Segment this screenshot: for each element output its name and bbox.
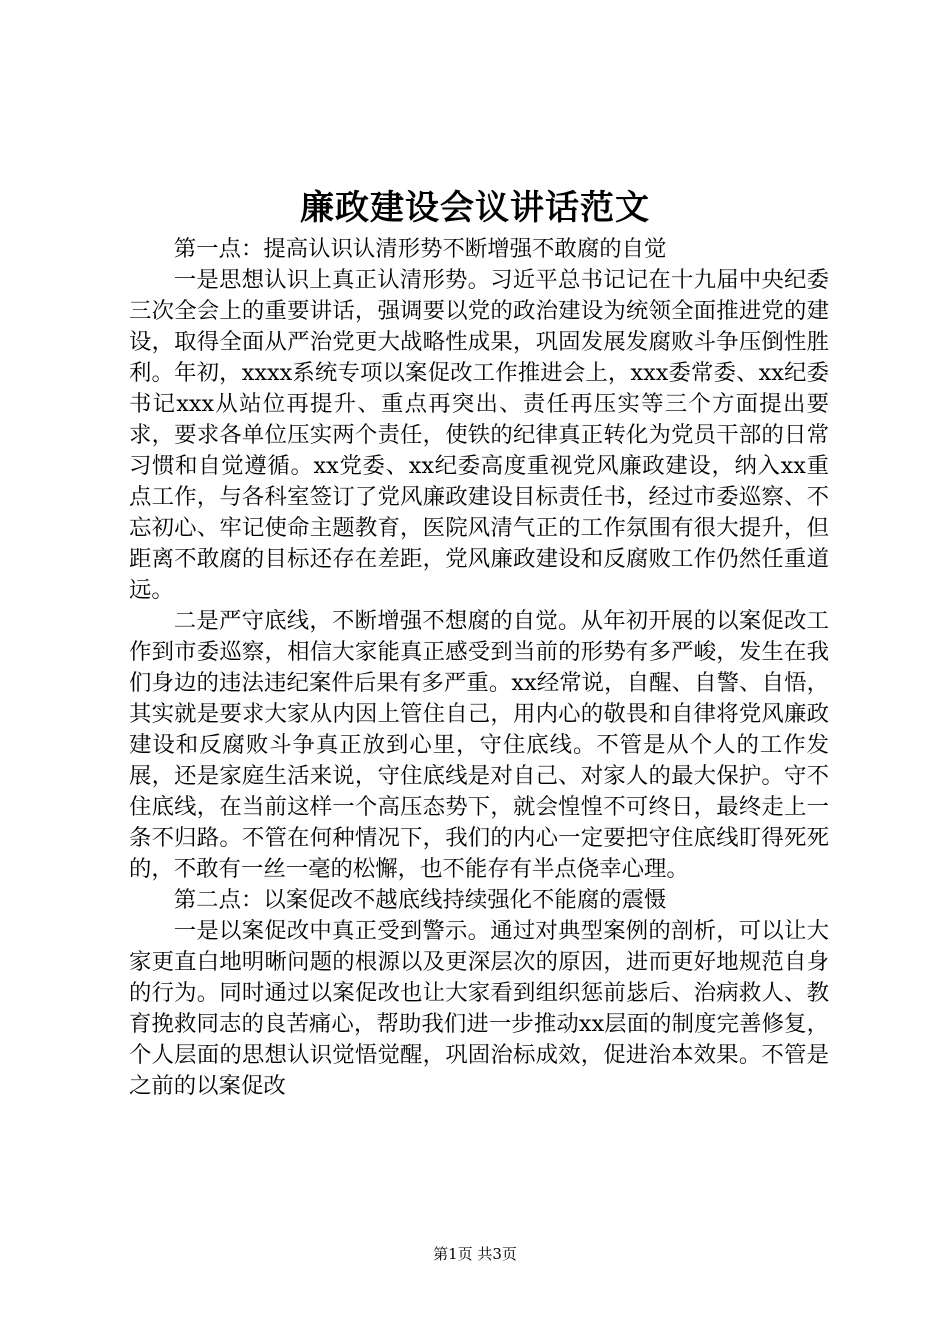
page-footer: 第1页 共3页 xyxy=(433,1245,517,1263)
paragraph: 二是严守底线，不断增强不想腐的自觉。从年初开展的以案促改工作到市委巡察，相信大家能真正感受到当前的形势有多严峻，发生在我们身边的违法违纪案件后果有多严重。xx经常说，自醒、自警、自悟，其实就是要求大家从内因上管住自己，用内心的敬畏和自律将党风廉政建设和反腐败斗争真正放到心里，守住底线。不管是从个人的工作发展，还是家庭生活来说，守住底线是对自己、对家人的最大保护。守不住底线，在当前这样一个高压态势下，就会惶惶不可终日，最终走上一条不归路。不管在何种情况下，我们的内心一定要把守住底线盯得死死的，不敢有一丝一毫的松懈，也不能存有半点侥幸心理。 xyxy=(129,608,829,882)
document-body xyxy=(129,234,829,1102)
paragraph: 一是思想认识上真正认清形势。习近平总书记记在十九届中央纪委三次全会上的重要讲话，强调要以党的政治建设为统领全面推进党的建设，取得全面从严治党更大战略性成果，巩固发展发腐败斗争压倒性胜利。年初，xxxx系统专项以案促改工作推进会上，xxx委常委、xx纪委书记xxx从站位再提升、重点再突出、责任再压实等三个方面提出要求，要求各单位压实两个责任，使铁的纪律真正转化为党员干部的日常习惯和自觉遵循。xx党委、xx纪委高度重视党风廉政建设，纳入xx重点工作，与各科室签订了党风廉政建设目标责任书，经过市委巡察、不忘初心、牢记使命主题教育，医院风清气正的工作氛围有很大提升，但距离不敢腐的目标还存在差距，党风廉政建设和反腐败工作仍然任重道远。 xyxy=(129,267,829,603)
paragraph: 一是以案促改中真正受到警示。通过对典型案例的剖析，可以让大家更直白地明晰问题的根源以及更深层次的原因，进而更好地规范自身的行为。同时通过以案促改也让大家看到组织惩前毖后、治病救人、教育挽救同志的良苦痛心，帮助我们进一步推动xx层面的制度完善修复，个人层面的思想认识觉悟觉醒，巩固治标成效，促进治本效果。不管是之前的以案促改 xyxy=(129,918,829,1099)
document-title: 廉政建设会议讲话范文 xyxy=(300,188,650,228)
section-heading-1: 第一点：提高认识认清形势不断增强不敢腐的自觉 xyxy=(173,236,667,262)
section-heading-2: 第二点：以案促改不越底线持续强化不能腐的震慑 xyxy=(173,887,667,913)
